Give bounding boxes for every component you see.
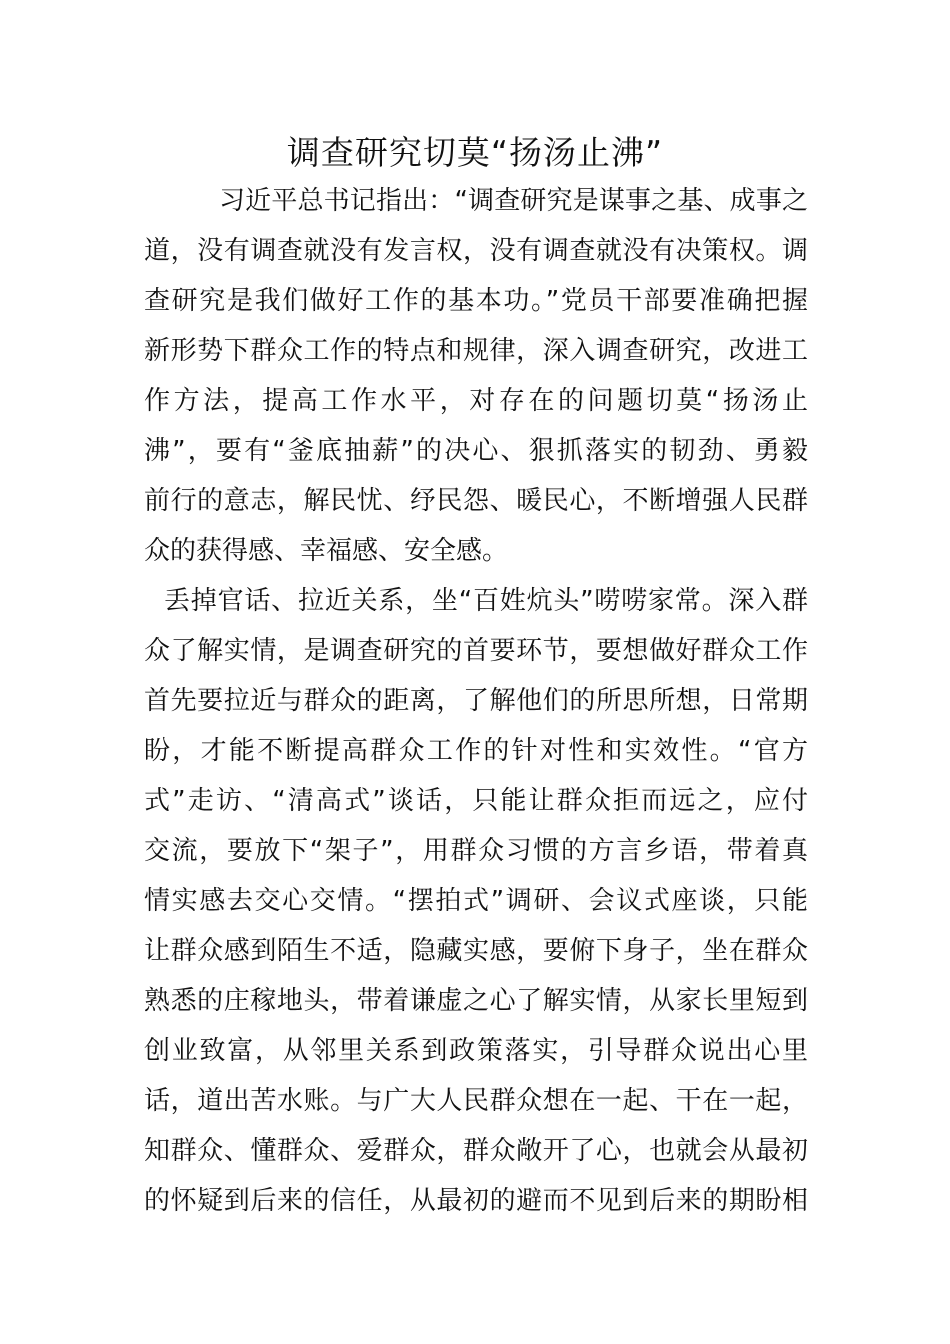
text-line: 查研究是我们做好工作的基本功。”党员干部要准确把握	[144, 286, 808, 316]
document-body	[144, 176, 808, 1226]
text-line: 新形势下群众工作的特点和规律，深入调查研究，改进工	[144, 336, 808, 366]
text-line: 习近平总书记指出：“调查研究是谋事之基、成事之	[219, 186, 808, 216]
text-line: 首先要拉近与群众的距离，了解他们的所思所想，日常期	[144, 686, 808, 716]
text-line: 作方法，提高工作水平，对存在的问题切莫“扬汤止	[144, 386, 808, 416]
text-line: 话，道出苦水账。与广大人民群众想在一起、干在一起，	[144, 1086, 808, 1116]
text-line: 式”走访、“清高式”谈话，只能让群众拒而远之，应付	[144, 786, 808, 816]
text-line: 知群众、懂群众、爱群众，群众敞开了心，也就会从最初	[144, 1136, 808, 1166]
text-line: 交流，要放下“架子”，用群众习惯的方言乡语，带着真	[144, 836, 808, 866]
text-line: 沸”，要有“釜底抽薪”的决心、狠抓落实的韧劲、勇毅	[144, 436, 808, 466]
text-line: 众的获得感、幸福感、安全感。	[144, 536, 509, 566]
text-line: 众了解实情，是调查研究的首要环节，要想做好群众工作	[144, 636, 808, 666]
text-line: 创业致富，从邻里关系到政策落实，引导群众说出心里	[144, 1036, 808, 1066]
text-line: 丢掉官话、拉近关系，坐“百姓炕头”唠唠家常。深入群	[164, 586, 808, 616]
text-line: 前行的意志，解民忧、纾民怨、暖民心，不断增强人民群	[144, 486, 808, 516]
text-line: 熟悉的庄稼地头，带着谦虚之心了解实情，从家长里短到	[144, 986, 808, 1016]
text-line: 道，没有调查就没有发言权，没有调查就没有决策权。调	[144, 236, 808, 266]
text-line: 让群众感到陌生不适，隐藏实感，要俯下身子，坐在群众	[144, 936, 808, 966]
paragraph-1	[144, 176, 808, 576]
paragraph-2	[144, 576, 808, 1226]
text-line: 盼，才能不断提高群众工作的针对性和实效性。“官方	[144, 736, 808, 766]
text-line: 的怀疑到后来的信任，从最初的避而不见到后来的期盼相	[144, 1186, 808, 1216]
document-title: 调查研究切莫“扬汤止沸”	[286, 133, 664, 172]
text-line: 情实感去交心交情。“摆拍式”调研、会议式座谈，只能	[144, 886, 808, 916]
